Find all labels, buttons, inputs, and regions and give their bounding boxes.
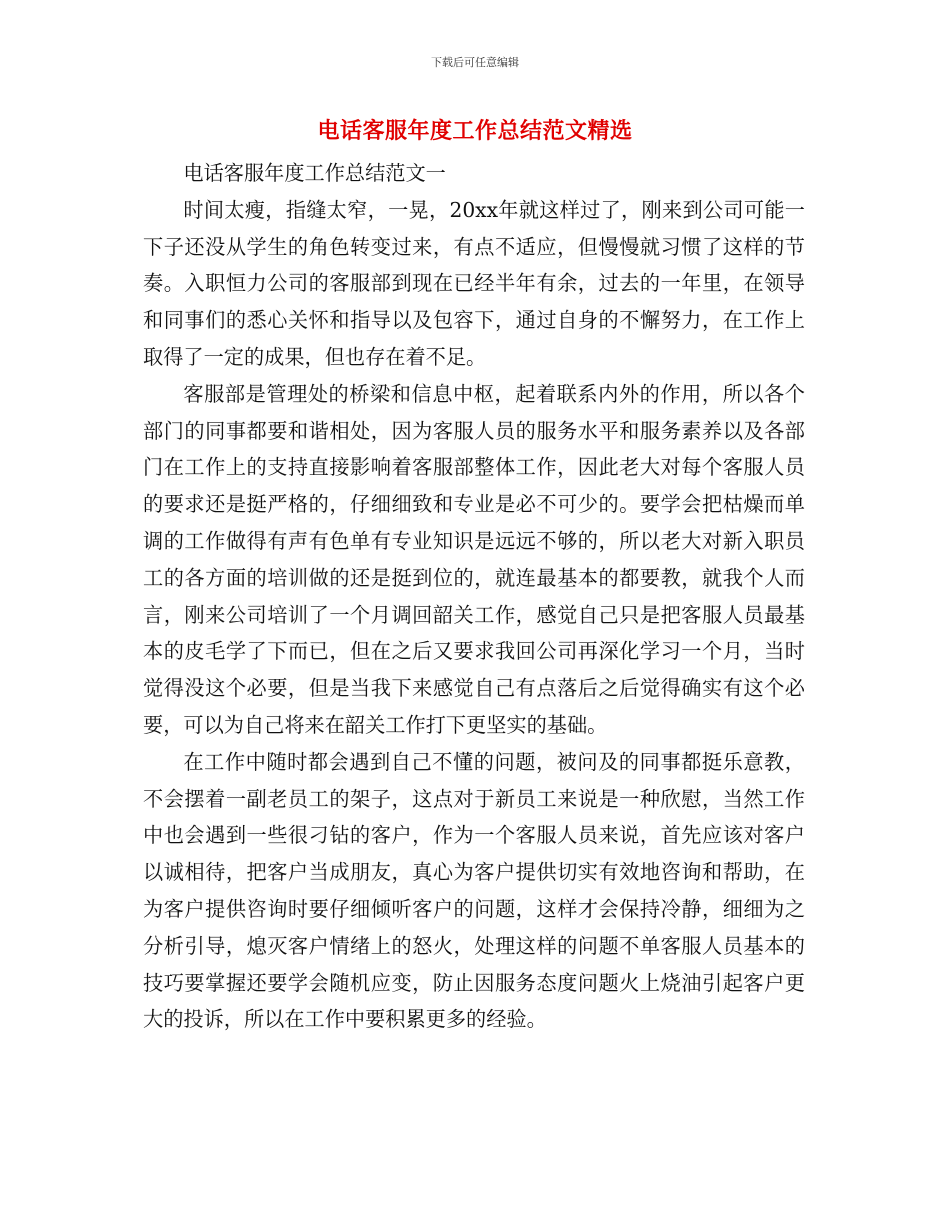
document-title: 电话客服年度工作总结范文精选 [317, 119, 633, 144]
paragraph-1: 时间太瘦，指缝太窄，一晃，20xx年就这样过了，刚来到公司可能一下子还没从学生的角色转变过来，有点不适应，但慢慢就习惯了这样的节奏。入职恒力公司的客服部到现在已经半年有余，过去的一年里，在领导和同事们的悉心关怀和指导以及包容下，通过自身的不懈努力，在工作上取得了一定的成果，但也存在着不足。 [143, 197, 805, 369]
paragraph-2: 客服部是管理处的桥梁和信息中枢，起着联系内外的作用，所以各个部门的同事都要和谐相处，因为客服人员的服务水平和服务素养以及各部门在工作上的支持直接影响着客服部整体工作，因此老大对每个客服人员的要求还是挺严格的，仔细细致和专业是必不可少的。要学会把枯燥而单调的工作做得有声有色单有专业知识是远远不够的，所以老大对新入职员工的各方面的培训做的还是挺到位的，就连最基本的都要教，就我个人而言，刚来公司培训了一个月调回韶关工作，感觉自己只是把客服人员最基本的皮毛学了下而已，但在之后又要求我回公司再深化学习一个月，当时觉得没这个必要，但是当我下来感觉自己有点落后之后觉得确实有这个必要，可以为自己将来在韶关工作打下更坚实的基础。 [143, 381, 805, 737]
paragraph-3: 在工作中随时都会遇到自己不懂的问题，被问及的同事都挺乐意教，不会摆着一副老员工的架子，这点对于新员工来说是一种欣慰，当然工作中也会遇到一些很刁钻的客户，作为一个客服人员来说，首先应该对客户以诚相待，把客户当成朋友，真心为客户提供切实有效地咨询和帮助，在为客户提供咨询时要仔细倾听客户的问题，这样才会保持冷静，细细为之分析引导，熄灭客户情绪上的怒火，处理这样的问题不单客服人员基本的技巧要掌握还要学会随机应变，防止因服务态度问题火上烧油引起客户更大的投诉，所以在工作中要积累更多的经验。 [143, 749, 805, 1032]
document-body [143, 155, 805, 1038]
section-subtitle: 电话客服年度工作总结范文一 [183, 161, 446, 185]
header-note: 下载后可任意编辑 [431, 56, 519, 69]
